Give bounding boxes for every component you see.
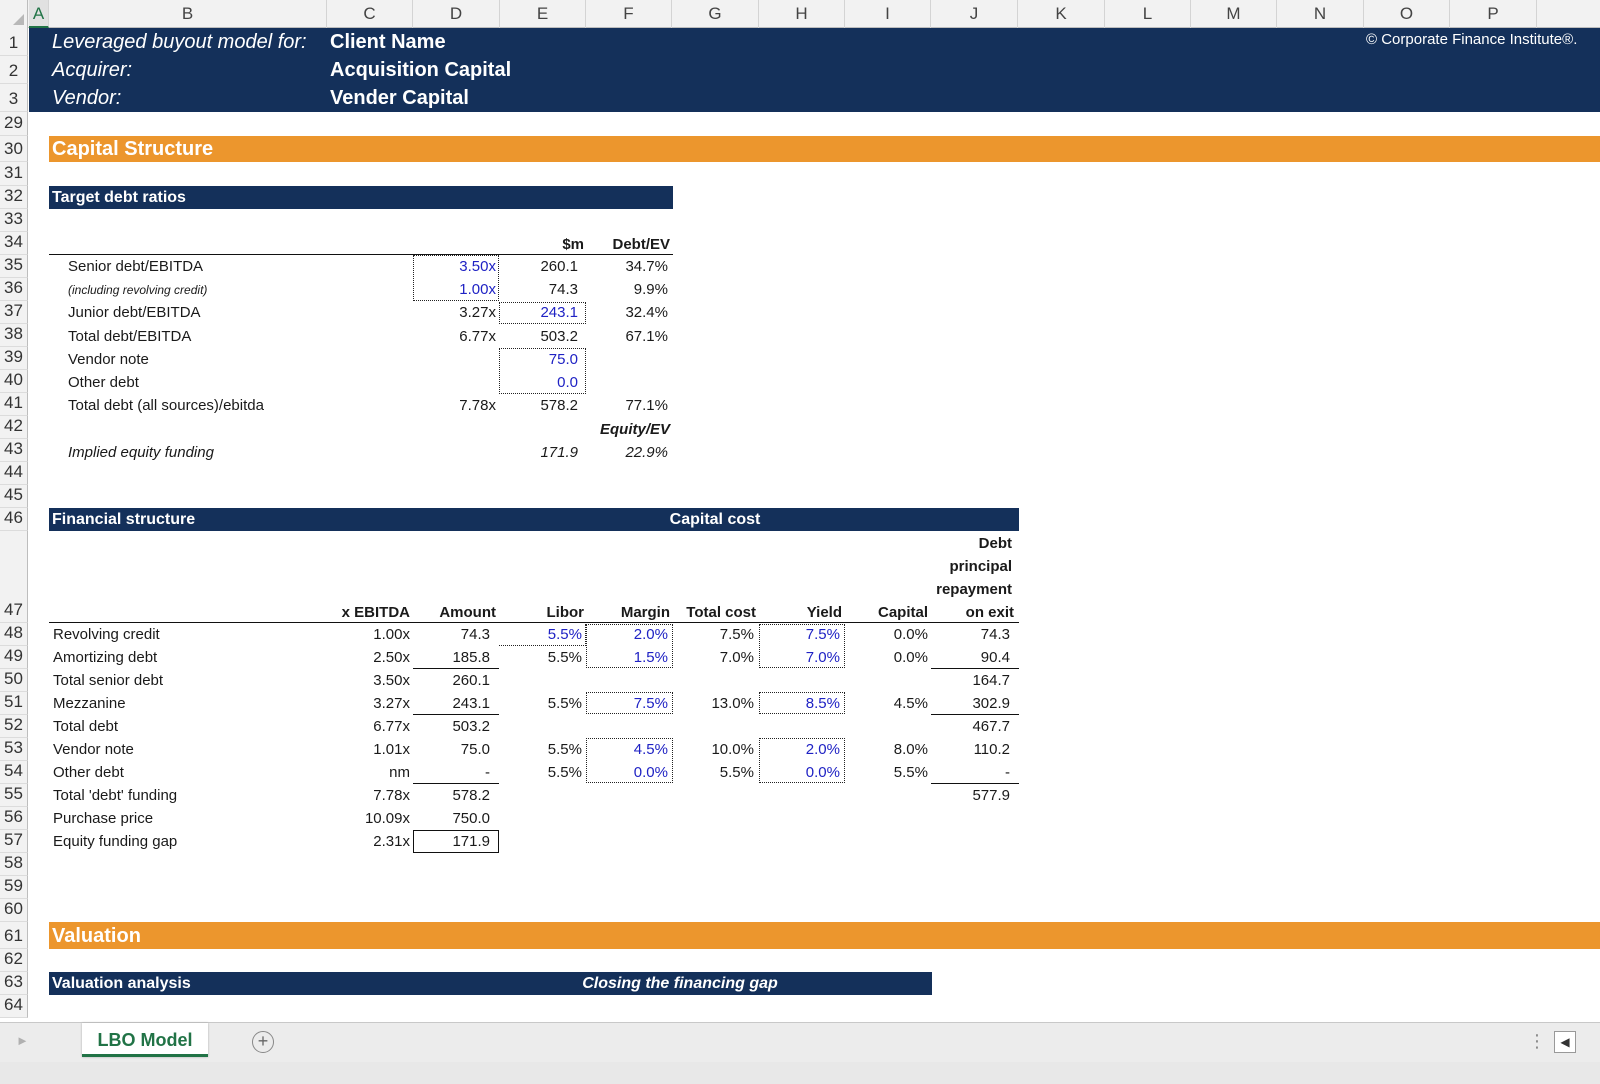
row-header[interactable]: 30 bbox=[0, 136, 28, 162]
fs-yield[interactable]: 0.0% bbox=[805, 764, 840, 781]
col-header-on-exit: on exit bbox=[965, 604, 1014, 621]
libor-input-box[interactable] bbox=[499, 624, 586, 646]
copyright-text: © Corporate Finance Institute®. bbox=[1366, 31, 1578, 48]
junior-amount-input-box[interactable] bbox=[499, 302, 586, 324]
divider bbox=[931, 714, 1019, 715]
column-header-bar bbox=[0, 0, 1600, 28]
row-header[interactable]: 38 bbox=[0, 324, 28, 347]
fs-capital[interactable]: 0.0% bbox=[893, 626, 928, 643]
tdr-ratio[interactable]: 67.1% bbox=[625, 328, 668, 345]
fs-row-label: Vendor note bbox=[53, 741, 134, 758]
margin-senior-input-box[interactable] bbox=[586, 624, 673, 668]
equity-ev-header: Equity/EV bbox=[599, 421, 670, 438]
tdr-multiple[interactable]: 7.78x bbox=[459, 397, 496, 414]
col-header-sm: $m bbox=[562, 236, 584, 253]
column-header-b[interactable]: B bbox=[49, 0, 327, 28]
tdr-multiple[interactable]: 3.27x bbox=[459, 304, 496, 321]
fs-row-label: Total 'debt' funding bbox=[53, 787, 178, 804]
fs-capital[interactable]: 5.5% bbox=[893, 764, 928, 781]
fs-row-label: Purchase price bbox=[53, 810, 154, 827]
row-header[interactable]: 3 bbox=[0, 84, 28, 112]
divider bbox=[413, 668, 499, 669]
acquirer-label: Acquirer: bbox=[52, 59, 133, 81]
equity-gap-box[interactable] bbox=[413, 830, 499, 853]
divider bbox=[49, 622, 1019, 623]
yield-mezz-input-box[interactable] bbox=[759, 692, 845, 714]
col-header-libor: Libor bbox=[546, 604, 584, 621]
more-dots-icon[interactable]: ⋮ bbox=[1528, 1031, 1546, 1051]
tdr-amount[interactable]: 243.1 bbox=[540, 304, 578, 321]
row-header[interactable]: 57 bbox=[0, 830, 28, 853]
margin-mezz-input-box[interactable] bbox=[586, 692, 673, 714]
fs-libor[interactable]: 5.5% bbox=[547, 626, 582, 643]
fs-x-ebitda[interactable]: 1.00x bbox=[373, 626, 410, 643]
tdr-amount[interactable]: 0.0 bbox=[557, 374, 578, 391]
fs-row-label: Total senior debt bbox=[53, 672, 164, 689]
fs-margin[interactable]: 0.0% bbox=[633, 764, 668, 781]
divider bbox=[931, 668, 1019, 669]
row-header[interactable]: 1 bbox=[0, 28, 28, 56]
fs-libor[interactable]: 5.5% bbox=[547, 764, 582, 781]
column-header-p[interactable]: P bbox=[1450, 0, 1537, 28]
fs-total-cost[interactable]: 10.0% bbox=[711, 741, 754, 758]
implied-equity-label: Implied equity funding bbox=[68, 444, 214, 461]
fs-margin[interactable]: 2.0% bbox=[633, 626, 668, 643]
column-header-i[interactable]: I bbox=[845, 0, 931, 28]
fs-capital[interactable]: 0.0% bbox=[893, 649, 928, 666]
fs-amount[interactable]: - bbox=[485, 764, 490, 781]
row-header[interactable]: 42 bbox=[0, 416, 28, 439]
fs-row-label: Total debt bbox=[53, 718, 119, 735]
senior-multiple-input-box[interactable] bbox=[413, 255, 499, 301]
row-header[interactable]: 37 bbox=[0, 301, 28, 324]
tdr-amount[interactable]: 75.0 bbox=[548, 351, 578, 368]
row-header[interactable]: 51 bbox=[0, 692, 28, 715]
row-header[interactable]: 2 bbox=[0, 56, 28, 84]
row-header[interactable]: 44 bbox=[0, 462, 28, 485]
tdr-amount[interactable]: 578.2 bbox=[540, 397, 578, 414]
column-header-k[interactable]: K bbox=[1018, 0, 1105, 28]
tdr-ratio[interactable]: 32.4% bbox=[625, 304, 668, 321]
fs-repayment[interactable]: 302.9 bbox=[972, 695, 1010, 712]
fs-row-label: Revolving credit bbox=[53, 626, 160, 643]
column-header-o[interactable]: O bbox=[1364, 0, 1450, 28]
row-header[interactable]: 43 bbox=[0, 439, 28, 462]
row-header[interactable]: 48 bbox=[0, 623, 28, 646]
tdr-label: Vendor note bbox=[68, 351, 149, 368]
vendor-label: Vendor: bbox=[52, 87, 122, 109]
column-header-n[interactable]: N bbox=[1277, 0, 1364, 28]
row-header[interactable]: 53 bbox=[0, 738, 28, 761]
fs-amount[interactable]: 503.2 bbox=[452, 718, 490, 735]
fs-margin[interactable]: 4.5% bbox=[633, 741, 668, 758]
row-header[interactable]: 41 bbox=[0, 393, 28, 416]
row-header[interactable]: 34 bbox=[0, 232, 28, 255]
divider bbox=[49, 254, 673, 255]
col-header-x-ebitda: x EBITDA bbox=[341, 604, 410, 621]
fs-x-ebitda[interactable]: 2.31x bbox=[373, 833, 410, 850]
row-header[interactable]: 64 bbox=[0, 995, 28, 1018]
capital-cost-title: Capital cost bbox=[669, 511, 761, 528]
valuation-title: Valuation bbox=[52, 925, 141, 947]
divider bbox=[413, 714, 499, 715]
row-header[interactable]: 60 bbox=[0, 899, 28, 922]
fs-amount[interactable]: 185.8 bbox=[452, 649, 490, 666]
row-header[interactable]: 32 bbox=[0, 186, 28, 209]
model-for-label: Leveraged buyout model for: bbox=[52, 31, 307, 53]
col-header-total-cost: Total cost bbox=[686, 604, 756, 621]
status-bar bbox=[0, 1062, 1600, 1084]
col-header-margin: Margin bbox=[620, 604, 670, 621]
row-header[interactable]: 40 bbox=[0, 370, 28, 393]
row-header[interactable]: 31 bbox=[0, 162, 28, 186]
col-header-capital: Capital bbox=[877, 604, 928, 621]
tdr-amount[interactable]: 503.2 bbox=[540, 328, 578, 345]
fs-total-cost[interactable]: 7.5% bbox=[719, 626, 754, 643]
margin-vendor-input-box[interactable] bbox=[586, 738, 673, 783]
yield-senior-input-box[interactable] bbox=[759, 624, 845, 668]
valuation-bar bbox=[49, 922, 1600, 949]
tdr-label: Junior debt/EBITDA bbox=[68, 304, 201, 321]
fs-amount[interactable]: 171.9 bbox=[452, 833, 490, 850]
column-header-g[interactable]: G bbox=[672, 0, 759, 28]
fs-repayment[interactable]: 467.7 bbox=[972, 718, 1010, 735]
row-header[interactable]: 46 bbox=[0, 508, 28, 531]
fs-total-cost[interactable]: 5.5% bbox=[719, 764, 754, 781]
fs-capital[interactable]: 4.5% bbox=[893, 695, 928, 712]
implied-equity-amount[interactable]: 171.9 bbox=[540, 444, 578, 461]
column-header-j[interactable]: J bbox=[931, 0, 1018, 28]
fs-yield[interactable]: 2.0% bbox=[805, 741, 840, 758]
fs-row-label: Amortizing debt bbox=[53, 649, 158, 666]
column-header-e[interactable]: E bbox=[500, 0, 586, 28]
acquirer-name[interactable]: Acquisition Capital bbox=[330, 59, 512, 81]
divider bbox=[931, 783, 1019, 784]
row-header[interactable]: 50 bbox=[0, 669, 28, 692]
column-header-d[interactable]: D bbox=[413, 0, 500, 28]
yield-vendor-input-box[interactable] bbox=[759, 738, 845, 783]
sheet-tab-bar bbox=[0, 1022, 1600, 1062]
column-header-c[interactable]: C bbox=[327, 0, 413, 28]
fs-repayment[interactable]: 164.7 bbox=[972, 672, 1010, 689]
tdr-multiple[interactable]: 6.77x bbox=[459, 328, 496, 345]
fs-repayment[interactable]: 577.9 bbox=[972, 787, 1010, 804]
tdr-label: Total debt/EBITDA bbox=[68, 328, 192, 345]
fs-x-ebitda[interactable]: 6.77x bbox=[373, 718, 410, 735]
tdr-ratio[interactable]: 34.7% bbox=[625, 258, 668, 275]
row-header[interactable]: 29 bbox=[0, 112, 28, 136]
fs-x-ebitda[interactable]: nm bbox=[389, 764, 410, 781]
row-header[interactable]: 33 bbox=[0, 209, 28, 232]
fs-amount[interactable]: 750.0 bbox=[452, 810, 490, 827]
financial-structure-title: Financial structure bbox=[52, 511, 196, 528]
fs-amount[interactable]: 75.0 bbox=[460, 741, 490, 758]
fs-repayment[interactable]: - bbox=[1005, 764, 1010, 781]
row-header[interactable]: 36 bbox=[0, 278, 28, 301]
fs-libor[interactable]: 5.5% bbox=[547, 741, 582, 758]
fs-row-label: Equity funding gap bbox=[53, 833, 178, 850]
row-header[interactable]: 45 bbox=[0, 485, 28, 508]
capital-structure-bar bbox=[49, 136, 1600, 162]
tdr-ratio[interactable]: 77.1% bbox=[625, 397, 668, 414]
target-debt-ratios-title: Target debt ratios bbox=[52, 189, 186, 206]
col-header-amount: Amount bbox=[439, 604, 496, 621]
fs-x-ebitda[interactable]: 3.27x bbox=[373, 695, 410, 712]
select-all-corner[interactable] bbox=[0, 0, 28, 28]
tdr-multiple[interactable]: 1.00x bbox=[459, 281, 496, 298]
fs-amount[interactable]: 260.1 bbox=[452, 672, 490, 689]
plus-circle-icon[interactable]: + bbox=[252, 1031, 274, 1053]
column-header-f[interactable]: F bbox=[586, 0, 672, 28]
row-header[interactable]: 55 bbox=[0, 784, 28, 807]
tab-lbo-model[interactable]: LBO Model bbox=[82, 1023, 208, 1057]
fs-amount[interactable]: 243.1 bbox=[452, 695, 490, 712]
fs-amount[interactable]: 74.3 bbox=[460, 626, 490, 643]
row-header[interactable]: 52 bbox=[0, 715, 28, 738]
row-header[interactable]: 56 bbox=[0, 807, 28, 830]
fs-row-label: Mezzanine bbox=[53, 695, 126, 712]
fs-libor[interactable]: 5.5% bbox=[547, 695, 582, 712]
row-header[interactable]: 49 bbox=[0, 646, 28, 669]
tab-scroll-icon[interactable]: ► bbox=[16, 1033, 29, 1048]
tdr-label: Total debt (all sources)/ebitda bbox=[68, 397, 264, 414]
row-header[interactable]: 39 bbox=[0, 347, 28, 370]
tdr-label: Other debt bbox=[68, 374, 139, 391]
fs-x-ebitda[interactable]: 10.09x bbox=[364, 810, 410, 827]
vendor-other-input-box[interactable] bbox=[499, 348, 586, 394]
row-header[interactable]: 61 bbox=[0, 922, 28, 949]
divider bbox=[413, 783, 499, 784]
fs-amount[interactable]: 578.2 bbox=[452, 787, 490, 804]
column-header-h[interactable]: H bbox=[759, 0, 845, 28]
fs-repayment[interactable]: 110.2 bbox=[973, 741, 1010, 758]
fs-margin[interactable]: 1.5% bbox=[633, 649, 668, 666]
valuation-analysis-title: Valuation analysis bbox=[52, 975, 191, 992]
fs-yield[interactable]: 7.0% bbox=[805, 649, 840, 666]
fs-margin[interactable]: 7.5% bbox=[633, 695, 668, 712]
fs-libor[interactable]: 5.5% bbox=[547, 649, 582, 666]
fs-repayment[interactable]: 90.4 bbox=[980, 649, 1010, 666]
vendor-name[interactable]: Vender Capital bbox=[330, 87, 469, 109]
tdr-label: Senior debt/EBITDA bbox=[68, 258, 204, 275]
row-header[interactable]: 63 bbox=[0, 972, 28, 995]
fs-x-ebitda[interactable]: 3.50x bbox=[373, 672, 410, 689]
fs-row-label: Other debt bbox=[53, 764, 124, 781]
tdr-amount[interactable]: 74.3 bbox=[548, 281, 578, 298]
col-header-debt: Debt bbox=[978, 535, 1012, 552]
tdr-amount[interactable]: 260.1 bbox=[540, 258, 578, 275]
fs-yield[interactable]: 8.5% bbox=[805, 695, 840, 712]
row-header[interactable]: 35 bbox=[0, 255, 28, 278]
closing-gap-title: Closing the financing gap bbox=[582, 975, 778, 992]
column-header-l[interactable]: L bbox=[1105, 0, 1191, 28]
fs-total-cost[interactable]: 7.0% bbox=[719, 649, 754, 666]
tdr-label: (including revolving credit) bbox=[68, 283, 208, 297]
col-header-repayment: repayment bbox=[936, 581, 1012, 598]
fs-repayment[interactable]: 74.3 bbox=[980, 626, 1010, 643]
row-header[interactable]: 47 bbox=[0, 531, 28, 623]
client-name[interactable]: Client Name bbox=[330, 31, 446, 53]
scroll-left-icon[interactable]: ◀ bbox=[1554, 1031, 1576, 1053]
fs-total-cost[interactable]: 13.0% bbox=[711, 695, 754, 712]
col-header-principal: principal bbox=[949, 558, 1012, 575]
fs-x-ebitda[interactable]: 1.01x bbox=[373, 741, 410, 758]
implied-equity-ratio[interactable]: 22.9% bbox=[625, 444, 668, 461]
tdr-multiple[interactable]: 3.50x bbox=[459, 258, 496, 275]
col-header-yield: Yield bbox=[806, 604, 842, 621]
tdr-ratio[interactable]: 9.9% bbox=[633, 281, 668, 298]
fs-capital[interactable]: 8.0% bbox=[893, 741, 928, 758]
row-header[interactable]: 59 bbox=[0, 876, 28, 899]
row-header[interactable]: 62 bbox=[0, 949, 28, 972]
fs-yield[interactable]: 7.5% bbox=[805, 626, 840, 643]
fs-x-ebitda[interactable]: 7.78x bbox=[373, 787, 410, 804]
fs-x-ebitda[interactable]: 2.50x bbox=[373, 649, 410, 666]
row-header[interactable]: 58 bbox=[0, 853, 28, 876]
row-header[interactable]: 54 bbox=[0, 761, 28, 784]
column-header-a[interactable]: A bbox=[29, 0, 49, 28]
col-header-debt-ev: Debt/EV bbox=[612, 236, 670, 253]
capital-structure-title: Capital Structure bbox=[52, 138, 214, 160]
column-header-m[interactable]: M bbox=[1191, 0, 1277, 28]
